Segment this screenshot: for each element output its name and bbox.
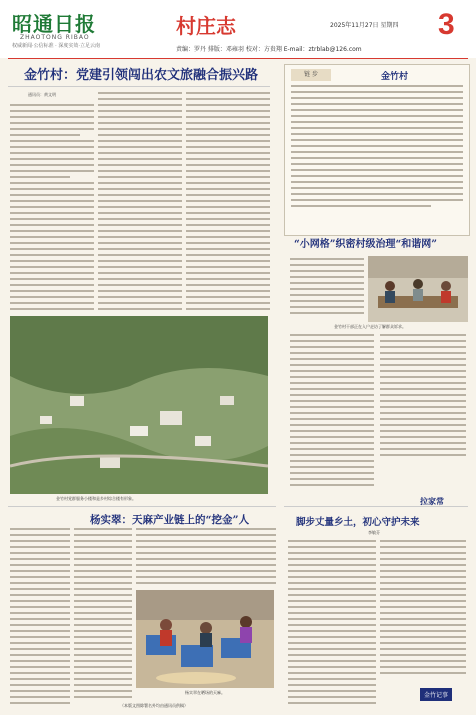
box-tag: 链 步: [291, 69, 331, 81]
yang-article-col-1: [10, 528, 70, 708]
text-lines: [10, 104, 94, 314]
column-col-1: [288, 540, 376, 708]
grid-article-col-1: [290, 334, 374, 494]
yang-article-col-3-top: [136, 528, 276, 588]
village-profile-box: [284, 64, 470, 236]
text-lines: [380, 334, 466, 494]
column-byline: 李敏芬: [368, 530, 380, 535]
text-lines: [291, 85, 463, 230]
column-col-2: [380, 540, 466, 680]
box-title: 金竹村: [381, 72, 409, 82]
meeting-illustration: [368, 256, 468, 322]
main-article-col-1: [10, 104, 94, 314]
masthead: [0, 0, 476, 58]
header-rule: [8, 58, 468, 59]
text-lines: [288, 540, 376, 708]
village-aerial-photo: [10, 316, 268, 494]
page-photo-credit: （本版文图除署名外均由通讯员供稿）: [120, 703, 188, 708]
text-lines: [290, 334, 374, 494]
text-lines: [74, 528, 132, 708]
text-lines: [136, 528, 276, 588]
yang-headline: 杨实翠：天麻产业链上的“挖金”人: [90, 514, 250, 526]
grid-photo-caption: 金竹村干部正在入户走访了解群众诉求。: [334, 324, 406, 329]
editor-credits: 责编：罗丹 排版：邓雍羽 校对：方贵翔 E-mail：ztrblab@126.com: [176, 46, 362, 53]
issue-date: 2025年11月27日 星期四: [330, 22, 399, 29]
text-lines: [98, 92, 182, 314]
box-body: [291, 85, 463, 230]
grid-headline: “小网格”织密村级治理“和谐网”: [294, 239, 438, 250]
workers-illustration: [136, 590, 274, 688]
yang-article-col-2: [74, 528, 132, 708]
tianma-workers-photo: [136, 590, 274, 688]
logo-slogan: 权威新闻·公信标准 · 深度实效·立足云南: [12, 43, 100, 49]
column-label-chat: 拉家常: [420, 496, 444, 506]
text-lines: [290, 258, 364, 322]
main-article-col-3: [186, 92, 270, 314]
grid-article-col-2: [380, 334, 466, 494]
text-lines: [10, 528, 70, 708]
byline-text: 通讯员：黄文明: [28, 92, 56, 97]
grid-photo: [368, 256, 468, 322]
section-title: 村庄志: [176, 14, 236, 38]
page-number: 3: [438, 8, 455, 41]
text-lines: [186, 92, 270, 314]
section-divider-2: [284, 506, 468, 507]
village-photo-illustration: [10, 316, 268, 494]
logo-english: ZHAOTONG RIBAO: [20, 34, 90, 41]
yang-photo-caption: 杨实翠在晒场的天麻。: [185, 690, 225, 695]
headline-divider: [8, 86, 270, 87]
column-headline: 脚步丈量乡土，初心守护未来: [296, 517, 420, 528]
text-lines: [380, 540, 466, 680]
main-article-col-2: [98, 92, 182, 314]
section-divider: [8, 506, 276, 507]
grid-article-col-top: [290, 258, 364, 322]
column-sign-badge: 金竹记事: [420, 688, 452, 701]
newspaper-logo: 昭通日报: [12, 12, 96, 36]
main-headline: 金竹村：党建引领闯出农文旅融合振兴路: [24, 68, 259, 83]
main-photo-caption: 金竹村党群服务小楼和是乡村综合楼有形象。: [56, 496, 136, 501]
